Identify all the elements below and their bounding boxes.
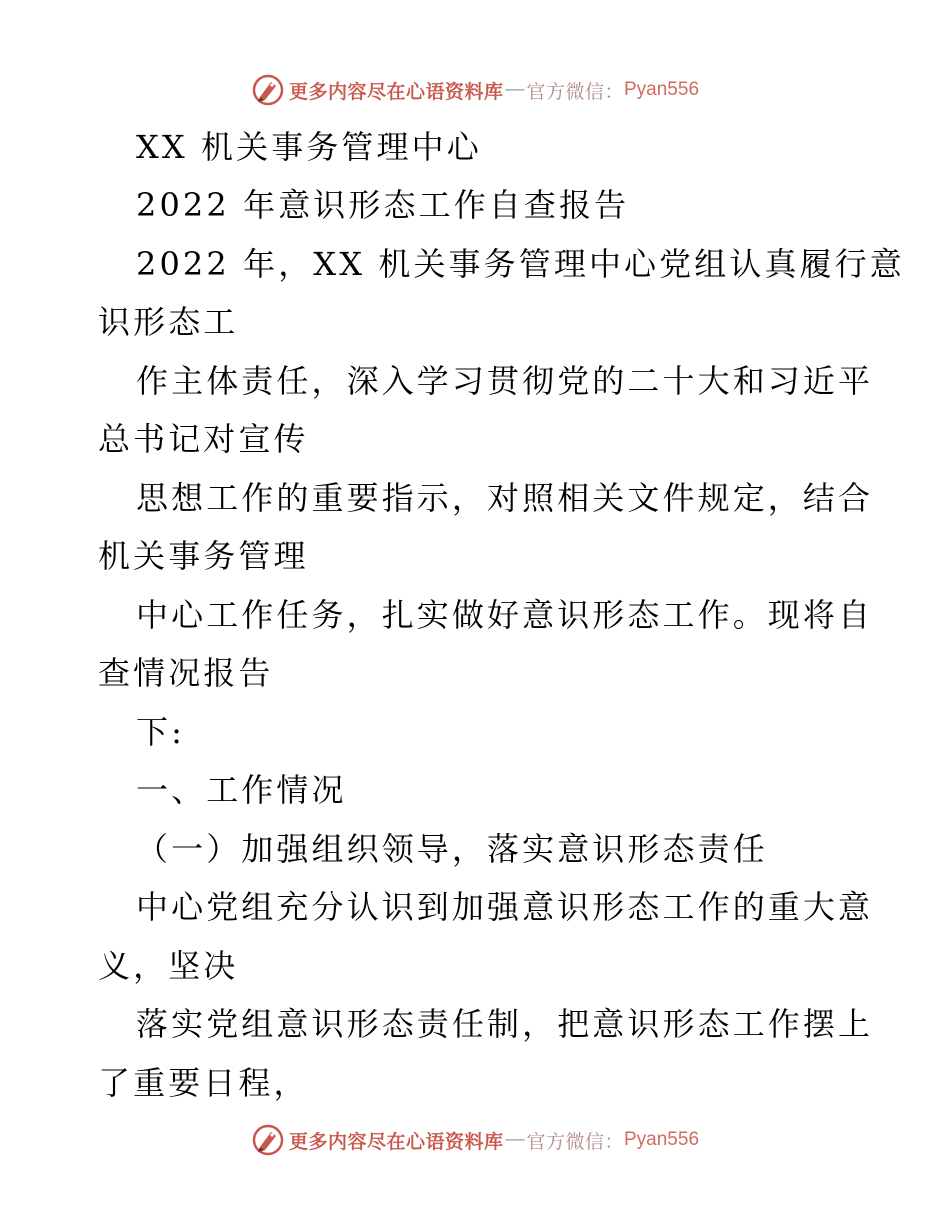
paragraph-line: 识形态工 — [98, 303, 239, 341]
watermark-dash: — — [505, 1129, 525, 1150]
pen-logo-icon — [251, 73, 285, 107]
subsection-heading: （一）加强组织领导，落实意识形态责任 — [136, 830, 768, 868]
paragraph-line: 落实党组意识形态责任制，把意识形态工作摆上 — [136, 1005, 874, 1043]
watermark-wechat-id: Pyan556 — [624, 1129, 700, 1150]
watermark-dash: — — [505, 79, 525, 100]
footer-watermark — [0, 1120, 950, 1160]
document-org-title: XX 机关事务管理中心 — [136, 128, 482, 166]
paragraph-line: 2022 年，XX 机关事务管理中心党组认真履行意 — [136, 245, 905, 283]
paragraph-line: 了重要日程， — [98, 1064, 309, 1102]
paragraph-line: 总书记对宣传 — [98, 420, 309, 458]
paragraph-line: 思想工作的重要指示，对照相关文件规定，结合 — [136, 479, 874, 517]
watermark-wechat-id: Pyan556 — [624, 79, 700, 100]
paragraph-line: 查情况报告 — [98, 654, 274, 692]
paragraph-line: 中心党组充分认识到加强意识形态工作的重大意 — [136, 888, 874, 926]
paragraph-line: 机关事务管理 — [98, 537, 309, 575]
header-watermark — [0, 70, 950, 110]
watermark-brand-text: 更多内容尽在心语资料库 — [288, 80, 504, 103]
watermark-brand-text: 更多内容尽在心语资料库 — [288, 1130, 504, 1153]
section-heading: 一、工作情况 — [136, 771, 347, 809]
document-report-title: 2022 年意识形态工作自查报告 — [136, 186, 630, 224]
paragraph-line: 作主体责任，深入学习贯彻党的二十大和习近平 — [136, 362, 874, 400]
paragraph-line: 中心工作任务，扎实做好意识形态工作。现将自 — [136, 596, 874, 634]
paragraph-line: 下: — [136, 713, 185, 751]
watermark-wechat-label: 官方微信： — [526, 81, 624, 103]
watermark-wechat-label: 官方微信： — [526, 1131, 624, 1153]
paragraph-line: 义，坚决 — [98, 947, 239, 985]
pen-logo-icon — [251, 1123, 285, 1157]
